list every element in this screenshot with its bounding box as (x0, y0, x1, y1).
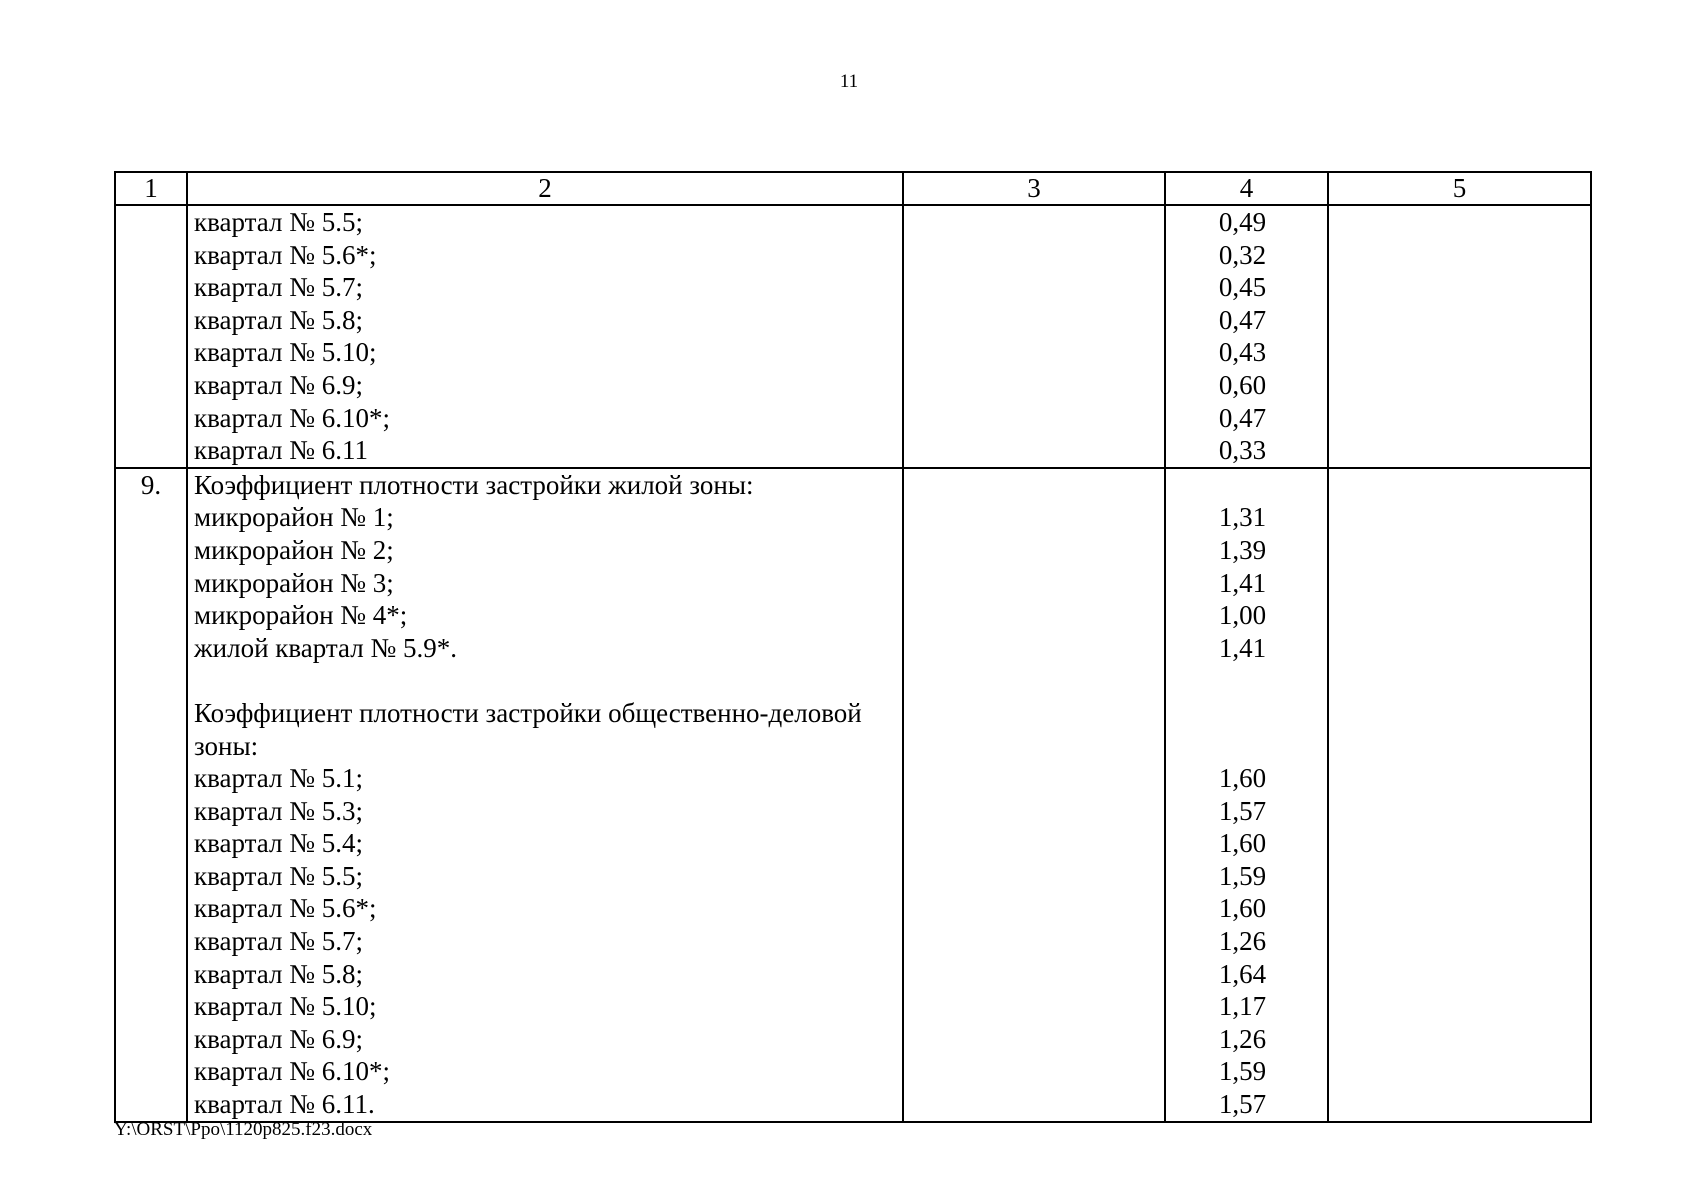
list-item-label: квартал № 5.1; (194, 763, 363, 794)
blank-line (1166, 730, 1327, 763)
list-item-value: 1,57 (1218, 1089, 1267, 1120)
indicator-cell (187, 205, 903, 468)
list-item-value: 0,33 (1218, 435, 1267, 466)
list-item-label: квартал № 6.11 (194, 435, 368, 466)
list-item-label: квартал № 5.6*; (194, 239, 377, 270)
list-item-value: 0,60 (1218, 369, 1267, 400)
column-5-cell (1328, 205, 1591, 468)
list-item-label: микрорайон № 3; (194, 567, 394, 598)
list-item-label: квартал № 5.10; (194, 337, 377, 368)
column-header-3: 3 (903, 172, 1165, 205)
column-header-5: 5 (1328, 172, 1591, 205)
list-item-value: 1,60 (1218, 828, 1267, 859)
list-item-label: квартал № 5.5; (194, 207, 363, 237)
list-item-label: квартал № 5.7; (194, 272, 363, 303)
list-item-label: квартал № 5.6*; (194, 893, 377, 924)
list-item-value: 1,00 (1218, 600, 1267, 631)
list-item-value: 1,60 (1218, 763, 1267, 794)
value-cell (1165, 468, 1328, 1122)
list-item-value: 1,60 (1218, 893, 1267, 924)
list-item-label: квартал № 6.9; (194, 1023, 363, 1054)
list-item-value: 0,47 (1218, 402, 1267, 433)
page-number: 11 (839, 71, 859, 92)
value-cell (1165, 205, 1328, 468)
list-item-label: жилой квартал № 5.9*. (194, 632, 457, 663)
section-heading-business: Коэффициент плотности застройки общественно-деловой (194, 697, 862, 728)
list-item-label: квартал № 5.3; (194, 795, 363, 826)
column-3-cell (903, 468, 1165, 1122)
list-item-value: 1,31 (1218, 502, 1267, 533)
list-item-value: 0,45 (1218, 272, 1267, 303)
data-table (114, 171, 1592, 1123)
list-item-value: 1,59 (1218, 1056, 1267, 1087)
section-heading-residential: Коэффициент плотности застройки жилой зоны: (194, 469, 754, 500)
list-item-value: 1,41 (1218, 632, 1267, 663)
list-item-value: 1,64 (1218, 958, 1267, 989)
column-header-4: 4 (1165, 172, 1328, 205)
list-item-label: квартал № 6.9; (194, 369, 363, 400)
column-header-1: 1 (115, 172, 187, 205)
list-item-value: 1,17 (1218, 991, 1267, 1022)
list-item-label: квартал № 6.10*; (194, 1056, 390, 1087)
list-item-value: 1,26 (1218, 926, 1267, 957)
column-header-2: 2 (187, 172, 903, 205)
list-item-label: микрорайон № 4*; (194, 600, 408, 631)
footer-file-path: Y:\ORST\Ppo\1120p825.f23.docx (114, 1119, 373, 1140)
indicator-cell (187, 468, 903, 1122)
column-3-cell (903, 205, 1165, 468)
list-item-label: квартал № 5.4; (194, 828, 363, 859)
list-item-value: 1,41 (1218, 567, 1267, 598)
table-row-9 (115, 468, 1591, 1122)
list-item-label: квартал № 5.10; (194, 991, 377, 1022)
list-item-label: квартал № 5.5; (194, 860, 363, 891)
blank-line (1166, 664, 1327, 697)
list-item-value: 1,26 (1218, 1023, 1267, 1054)
list-item-value: 0,32 (1218, 239, 1267, 270)
list-item-label: квартал № 5.8; (194, 304, 363, 335)
row-number: 9. (140, 469, 162, 500)
list-item-value: 1,57 (1218, 795, 1267, 826)
list-item-label: квартал № 5.7; (194, 926, 363, 957)
list-item-value: 1,59 (1218, 860, 1267, 891)
list-item-label: микрорайон № 2; (194, 534, 394, 565)
list-item-value: 0,47 (1218, 304, 1267, 335)
row-number-cell (115, 468, 187, 1122)
section-heading-business-cont: зоны: (194, 730, 259, 761)
blank-line (1166, 469, 1327, 502)
blank-line (194, 664, 902, 697)
blank-line (1166, 697, 1327, 730)
list-item-value: 1,39 (1218, 534, 1267, 565)
list-item-label: квартал № 5.8; (194, 958, 363, 989)
row-number-cell (115, 205, 187, 468)
list-item-value: 0,43 (1218, 337, 1267, 368)
list-item-label: квартал № 6.10*; (194, 402, 390, 433)
table-row-continuation (115, 205, 1591, 468)
column-5-cell (1328, 468, 1591, 1122)
table-header-row (115, 172, 1591, 205)
list-item-value: 0,49 (1218, 207, 1267, 237)
list-item-label: микрорайон № 1; (194, 502, 394, 533)
list-item-label: квартал № 6.11. (194, 1089, 375, 1120)
